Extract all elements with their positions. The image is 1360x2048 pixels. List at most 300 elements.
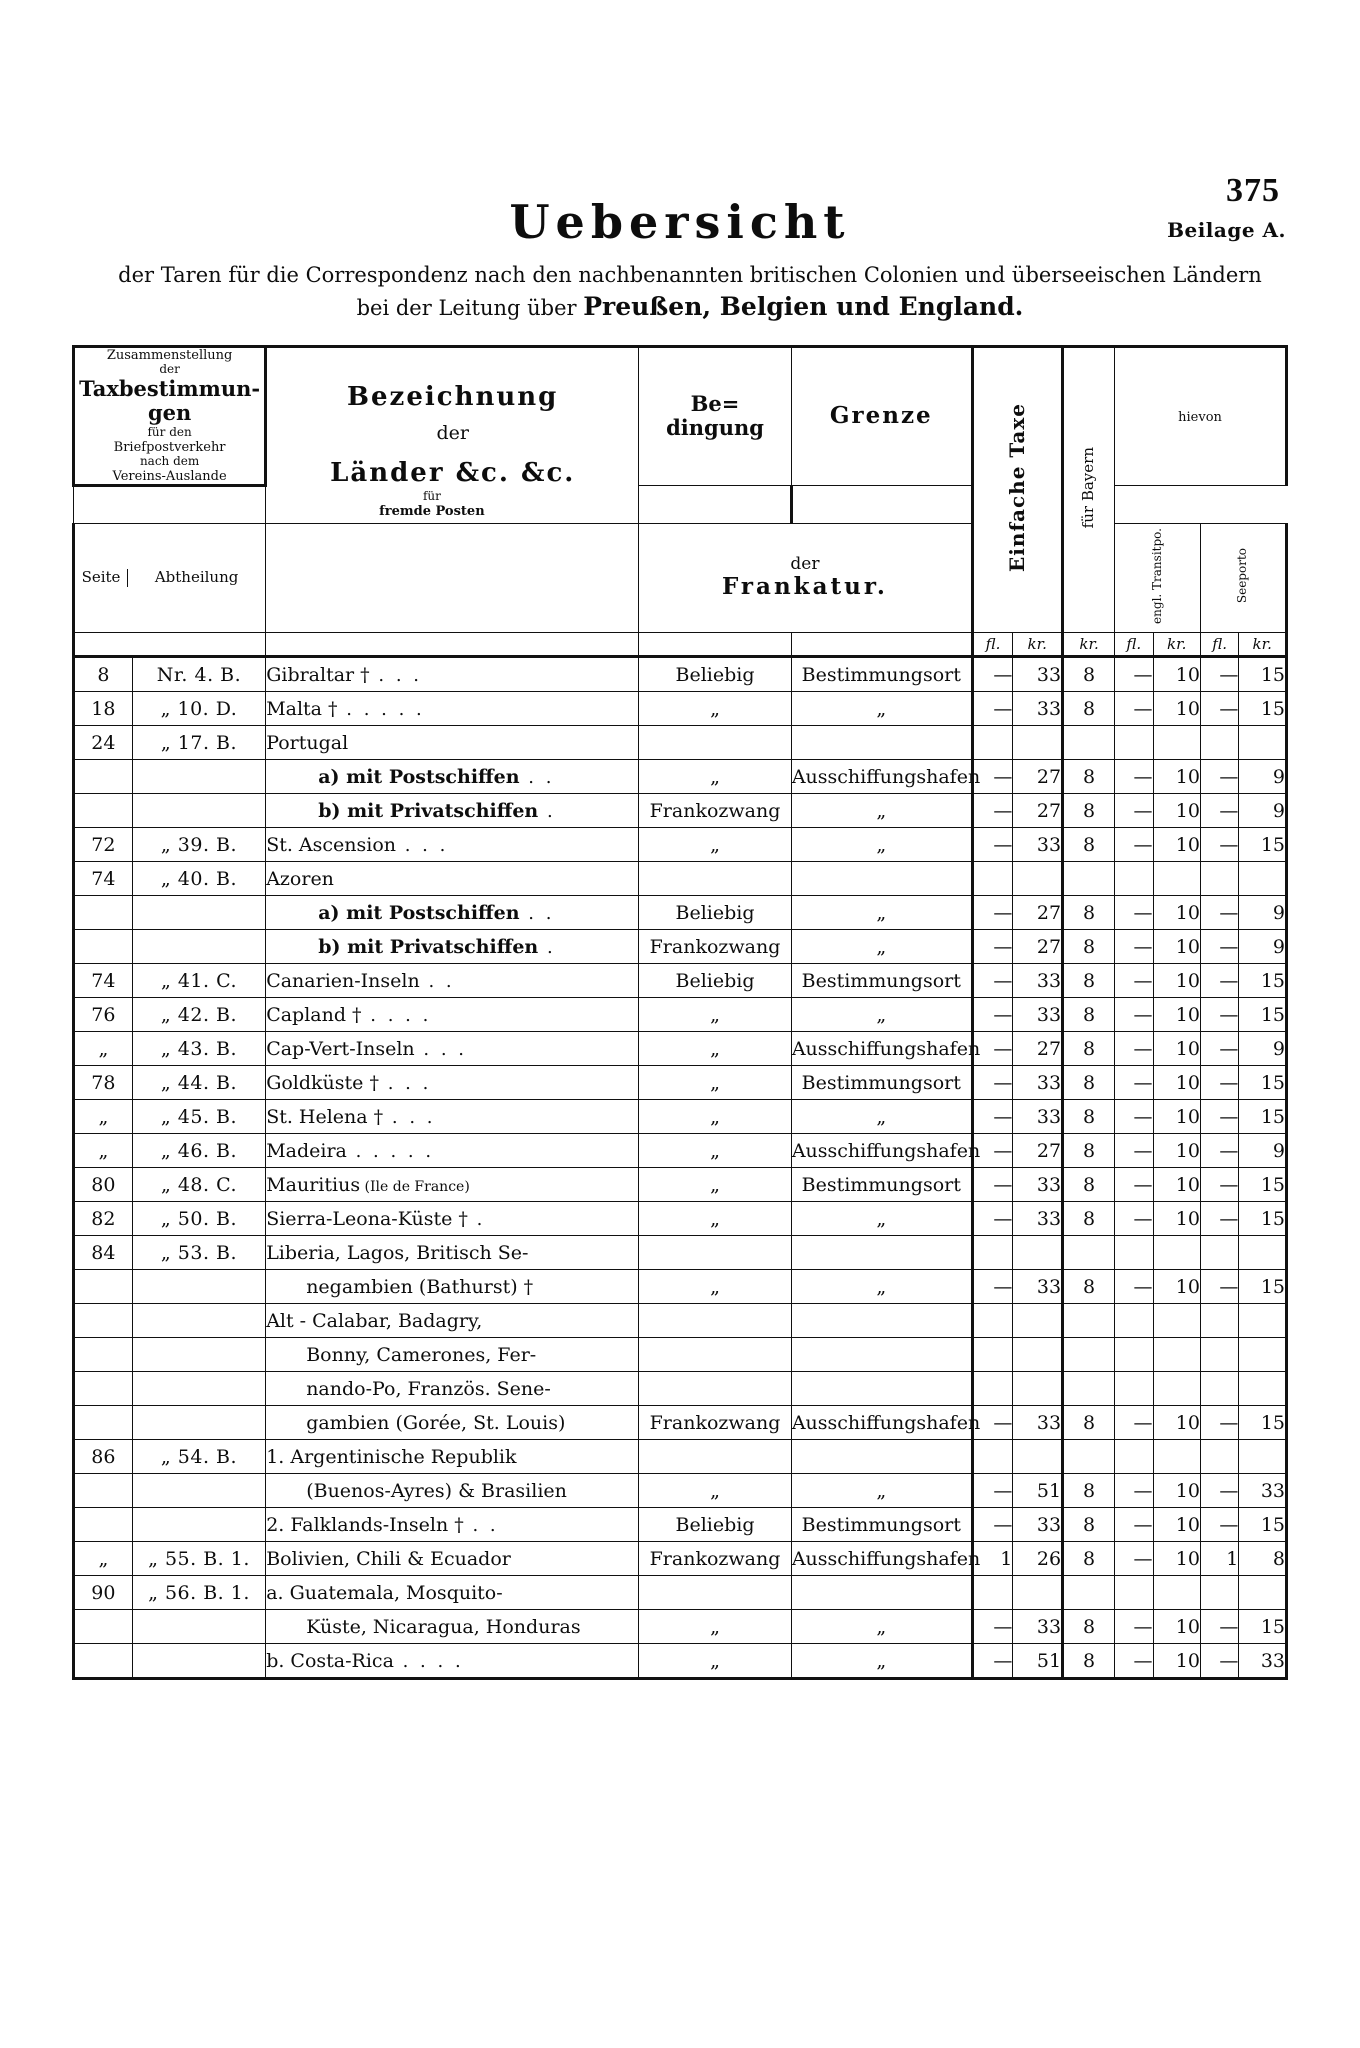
cell-seite: 18 <box>74 692 133 726</box>
cell-s_fl: — <box>1200 1066 1238 1100</box>
leader-dots: . . . <box>383 1106 436 1128</box>
cell-land <box>266 760 639 794</box>
cell-s_kr <box>1239 1236 1287 1270</box>
cell-land <box>266 794 639 828</box>
cell-e_kr <box>1153 1440 1200 1474</box>
cell-fl: — <box>972 1134 1013 1168</box>
cell-seite: 74 <box>74 862 133 896</box>
cell-e_fl: — <box>1115 1610 1153 1644</box>
unit-fl-engl: fl. <box>1115 633 1153 657</box>
cell-land <box>266 1304 639 1338</box>
cell-land <box>266 1644 639 1679</box>
cell-e_kr: 10 <box>1153 998 1200 1032</box>
cell-s_kr: 15 <box>1239 1270 1287 1304</box>
hdr-grenze: Grenze <box>829 402 933 429</box>
cell-land <box>266 1066 639 1100</box>
header-cell-foreign-posts <box>74 485 792 523</box>
hdr-fremde-1: für <box>422 489 441 504</box>
table-row <box>74 760 1287 794</box>
cell-grenze: „ <box>791 930 972 964</box>
cell-land <box>266 1168 639 1202</box>
cell-kr: 33 <box>1013 1100 1063 1134</box>
cell-e_fl <box>1115 1576 1153 1610</box>
cell-bedingung <box>639 1440 792 1474</box>
cell-s_fl: — <box>1200 1610 1238 1644</box>
cell-grenze: „ <box>791 1610 972 1644</box>
cell-kr: 33 <box>1013 1168 1063 1202</box>
cell-s_fl: — <box>1200 657 1238 692</box>
cell-bedingung <box>639 726 792 760</box>
cell-land <box>266 930 639 964</box>
cell-grenze <box>791 1338 972 1372</box>
land-label: (Buenos-Ayres) & Brasilien <box>306 1479 567 1502</box>
cell-fl: — <box>972 964 1013 998</box>
cell-kr <box>1013 1236 1063 1270</box>
cell-grenze: Bestimmungsort <box>791 1168 972 1202</box>
header-cell-seite: Seite <box>75 569 128 586</box>
land-label: negambien (Bathurst) † <box>306 1275 534 1298</box>
land-label: Bonny, Camerones, Fer- <box>306 1343 537 1366</box>
cell-kr: 26 <box>1013 1542 1063 1576</box>
cell-s_kr: 15 <box>1239 998 1287 1032</box>
cell-bedingung <box>639 1236 792 1270</box>
unit-kr-bayern: kr. <box>1063 633 1115 657</box>
cell-grenze <box>791 862 972 896</box>
cell-land <box>266 1134 639 1168</box>
cell-e_kr: 10 <box>1153 964 1200 998</box>
table-row <box>74 1270 1287 1304</box>
cell-bedingung: „ <box>639 1066 792 1100</box>
hdr-l3: Taxbestimmun- <box>79 375 261 401</box>
table-row <box>74 726 1287 760</box>
cell-kr: 27 <box>1013 896 1063 930</box>
cell-abtheilung: „ 50. B. <box>132 1202 265 1236</box>
cell-fl <box>972 1338 1013 1372</box>
cell-e_kr <box>1153 1372 1200 1406</box>
cell-kr: 27 <box>1013 1032 1063 1066</box>
table-row <box>74 1542 1287 1576</box>
table-row <box>74 692 1287 726</box>
land-label: Mauritius <box>266 1173 361 1196</box>
beilage-label: Beilage A. <box>1167 218 1286 242</box>
land-label: a. Guatemala, Mosquito- <box>266 1581 503 1604</box>
cell-s_kr: 15 <box>1239 828 1287 862</box>
cell-e_fl: — <box>1115 998 1153 1032</box>
table-row <box>74 1372 1287 1406</box>
cell-bedingung <box>639 1338 792 1372</box>
cell-land <box>266 1576 639 1610</box>
cell-s_kr: 9 <box>1239 1032 1287 1066</box>
cell-bedingung: „ <box>639 828 792 862</box>
cell-land <box>266 1474 639 1508</box>
page-number: 375 <box>1226 172 1280 209</box>
cell-s_fl <box>1200 1338 1238 1372</box>
hdr-l7: nach dem <box>139 453 200 468</box>
land-label: b) mit Privatschiffen <box>318 935 539 958</box>
cell-kr <box>1013 1440 1063 1474</box>
cell-s_fl: — <box>1200 1508 1238 1542</box>
cell-fl: — <box>972 1100 1013 1134</box>
cell-kr: 33 <box>1013 1066 1063 1100</box>
page-subtitle <box>60 262 1320 323</box>
cell-bedingung: „ <box>639 1168 792 1202</box>
table-row <box>74 1576 1287 1610</box>
cell-kr <box>1013 862 1063 896</box>
cell-land <box>266 1270 639 1304</box>
header-cell-frankatur-label <box>266 523 639 632</box>
cell-fl: — <box>972 1032 1013 1066</box>
cell-e_kr: 10 <box>1153 1474 1200 1508</box>
cell-seite <box>74 1474 133 1508</box>
cell-bedingung: „ <box>639 998 792 1032</box>
leader-dots: . . <box>519 766 555 788</box>
cell-s_fl: — <box>1200 998 1238 1032</box>
cell-land <box>266 692 639 726</box>
cell-abtheilung: „ 53. B. <box>132 1236 265 1270</box>
cell-grenze: Ausschiffungshafen <box>791 1032 972 1066</box>
cell-e_kr: 10 <box>1153 794 1200 828</box>
cell-seite: 90 <box>74 1576 133 1610</box>
cell-fl: — <box>972 1202 1013 1236</box>
cell-e_kr: 10 <box>1153 760 1200 794</box>
cell-land <box>266 896 639 930</box>
cell-bayern: 8 <box>1063 1270 1115 1304</box>
land-label: Bolivien, Chili & Ecuador <box>266 1547 511 1570</box>
cell-bedingung: Beliebig <box>639 1508 792 1542</box>
cell-land <box>266 1338 639 1372</box>
cell-s_fl: — <box>1200 794 1238 828</box>
hdr-l4: gen <box>147 400 192 426</box>
cell-s_fl: — <box>1200 1100 1238 1134</box>
cell-seite <box>74 1644 133 1679</box>
cell-s_kr <box>1239 1338 1287 1372</box>
cell-s_fl: — <box>1200 1134 1238 1168</box>
cell-bayern: 8 <box>1063 760 1115 794</box>
cell-e_kr: 10 <box>1153 1270 1200 1304</box>
cell-e_fl <box>1115 1372 1153 1406</box>
cell-seite <box>74 794 133 828</box>
table-body <box>74 657 1287 1679</box>
header-cell-abtheilung: Abtheilung <box>154 568 239 587</box>
land-label: a) mit Postschiffen <box>318 901 520 924</box>
table-row <box>74 1202 1287 1236</box>
hdr-l6: Briefpostverkehr <box>113 439 226 455</box>
subtitle-emphasis: Preußen, Belgien und England. <box>583 291 1024 321</box>
cell-seite <box>74 1338 133 1372</box>
land-label: nando-Po, Französ. Sene- <box>306 1377 551 1400</box>
header-cell-simple-tax <box>972 347 1062 633</box>
cell-e_kr <box>1153 1338 1200 1372</box>
cell-seite: 76 <box>74 998 133 1032</box>
table-header-row-1 <box>74 347 1287 486</box>
cell-land <box>266 998 639 1032</box>
cell-kr <box>1013 1304 1063 1338</box>
cell-bayern: 8 <box>1063 1542 1115 1576</box>
cell-bayern: 8 <box>1063 930 1115 964</box>
cell-fl: — <box>972 930 1013 964</box>
table-units-row <box>74 633 1287 657</box>
cell-kr <box>1013 1338 1063 1372</box>
land-label: Canarien-Inseln <box>266 969 420 992</box>
cell-s_fl: — <box>1200 1474 1238 1508</box>
cell-seite: „ <box>74 1542 133 1576</box>
cell-seite <box>74 1406 133 1440</box>
leader-dots: . . . . <box>393 1650 464 1672</box>
header-cell-bayern <box>1063 347 1115 633</box>
leader-dots: . . <box>463 1514 499 1536</box>
cell-s_kr: 9 <box>1239 1134 1287 1168</box>
leader-dots: . <box>538 936 556 958</box>
cell-kr: 33 <box>1013 1508 1063 1542</box>
land-label: St. Ascension <box>266 833 397 856</box>
cell-grenze: Ausschiffungshafen <box>791 760 972 794</box>
cell-land <box>266 1202 639 1236</box>
cell-grenze <box>791 1440 972 1474</box>
cell-bedingung: „ <box>639 1134 792 1168</box>
cell-abtheilung: Nr. 4. B. <box>132 657 265 692</box>
land-label: Azoren <box>266 867 334 890</box>
cell-kr: 33 <box>1013 1406 1063 1440</box>
cell-fl: — <box>972 1066 1013 1100</box>
cell-e_fl: — <box>1115 760 1153 794</box>
land-label: gambien (Gorée, St. Louis) <box>306 1411 566 1434</box>
cell-e_fl: — <box>1115 896 1153 930</box>
cell-fl: — <box>972 1270 1013 1304</box>
cell-grenze <box>791 1576 972 1610</box>
cell-e_fl: — <box>1115 1270 1153 1304</box>
header-cell-condition <box>639 347 792 486</box>
cell-seite <box>74 896 133 930</box>
cell-s_fl: — <box>1200 828 1238 862</box>
cell-e_fl: — <box>1115 657 1153 692</box>
land-label: Küste, Nicaragua, Honduras <box>306 1615 581 1638</box>
cell-s_fl: — <box>1200 1202 1238 1236</box>
header-cell-seeporto <box>1200 523 1286 632</box>
cell-land <box>266 1406 639 1440</box>
cell-kr: 33 <box>1013 998 1063 1032</box>
cell-abtheilung <box>132 1508 265 1542</box>
subtitle-line-2-prefix: bei der Leitung über <box>356 295 584 320</box>
cell-s_fl: — <box>1200 896 1238 930</box>
cell-fl: — <box>972 794 1013 828</box>
hdr-frankatur-1: der <box>790 553 820 574</box>
cell-fl: — <box>972 1474 1013 1508</box>
cell-abtheilung: „ 42. B. <box>132 998 265 1032</box>
hdr-hievon: hievon <box>1178 409 1222 425</box>
hdr-bezeichnung-3: Länder &c. &c. <box>330 458 576 489</box>
land-sublabel: (Ile de France) <box>360 1178 470 1195</box>
land-label: Goldküste † <box>266 1071 379 1094</box>
cell-e_kr: 10 <box>1153 1610 1200 1644</box>
cell-abtheilung: „ 56. B. 1. <box>132 1576 265 1610</box>
cell-bedingung: „ <box>639 1202 792 1236</box>
unit-cell-blank-3 <box>639 633 792 657</box>
cell-e_kr: 10 <box>1153 692 1200 726</box>
cell-e_fl: — <box>1115 1202 1153 1236</box>
cell-fl: — <box>972 760 1013 794</box>
cell-e_fl: — <box>1115 1542 1153 1576</box>
cell-e_fl <box>1115 1338 1153 1372</box>
cell-fl <box>972 1576 1013 1610</box>
cell-bayern: 8 <box>1063 964 1115 998</box>
cell-e_fl: — <box>1115 1066 1153 1100</box>
cell-kr: 51 <box>1013 1644 1063 1679</box>
cell-grenze: Bestimmungsort <box>791 1508 972 1542</box>
cell-e_kr <box>1153 1576 1200 1610</box>
cell-grenze <box>791 1236 972 1270</box>
cell-s_fl: — <box>1200 1644 1238 1679</box>
cell-e_fl <box>1115 862 1153 896</box>
table-row <box>74 1338 1287 1372</box>
tariff-table-wrapper <box>72 345 1288 1680</box>
cell-land <box>266 1372 639 1406</box>
cell-s_kr: 15 <box>1239 1610 1287 1644</box>
cell-abtheilung <box>132 1644 265 1679</box>
hdr-bedingung-2: dingung <box>666 415 764 441</box>
table-row <box>74 1134 1287 1168</box>
cell-abtheilung: „ 45. B. <box>132 1100 265 1134</box>
cell-e_fl: — <box>1115 1508 1153 1542</box>
cell-s_fl: — <box>1200 1406 1238 1440</box>
hdr-taxe: Einfache Taxe <box>1004 403 1029 573</box>
cell-bayern <box>1063 1576 1115 1610</box>
cell-land <box>266 1100 639 1134</box>
cell-e_fl: — <box>1115 828 1153 862</box>
cell-land <box>266 1440 639 1474</box>
cell-s_kr: 15 <box>1239 1168 1287 1202</box>
cell-kr: 33 <box>1013 1202 1063 1236</box>
cell-abtheilung <box>132 1372 265 1406</box>
header-cell-frankatur <box>639 523 972 632</box>
table-row <box>74 1066 1287 1100</box>
cell-grenze: „ <box>791 1202 972 1236</box>
leader-dots: . . . <box>414 1038 468 1060</box>
hdr-bedingung-1: Be= <box>690 390 740 416</box>
land-label: Portugal <box>266 731 349 754</box>
cell-e_kr: 10 <box>1153 1644 1200 1679</box>
hdr-l1: Zusammenstellung <box>106 348 233 363</box>
cell-land <box>266 1236 639 1270</box>
cell-fl: 1 <box>972 1542 1013 1576</box>
table-row <box>74 657 1287 692</box>
cell-seite <box>74 1270 133 1304</box>
cell-seite: „ <box>74 1032 133 1066</box>
cell-grenze: Bestimmungsort <box>791 1066 972 1100</box>
table-row <box>74 964 1287 998</box>
cell-land <box>266 964 639 998</box>
leader-dots: . . <box>519 902 555 924</box>
cell-fl: — <box>972 998 1013 1032</box>
hdr-seeporto: Seeporto <box>1235 548 1250 604</box>
cell-s_kr: 33 <box>1239 1644 1287 1679</box>
cell-kr: 51 <box>1013 1474 1063 1508</box>
cell-fl <box>972 1304 1013 1338</box>
leader-dots: . . . <box>378 1072 432 1094</box>
cell-kr: 33 <box>1013 692 1063 726</box>
cell-s_kr <box>1239 1440 1287 1474</box>
cell-s_fl: — <box>1200 930 1238 964</box>
cell-seite: „ <box>74 1100 133 1134</box>
cell-bedingung: „ <box>639 1100 792 1134</box>
cell-grenze: Bestimmungsort <box>791 657 972 692</box>
table-row <box>74 1508 1287 1542</box>
cell-abtheilung <box>132 1304 265 1338</box>
cell-bayern: 8 <box>1063 794 1115 828</box>
cell-bedingung: Frankozwang <box>639 930 792 964</box>
cell-kr: 27 <box>1013 1134 1063 1168</box>
cell-grenze: „ <box>791 1270 972 1304</box>
cell-fl: — <box>972 692 1013 726</box>
cell-abtheilung: „ 44. B. <box>132 1066 265 1100</box>
cell-e_fl: — <box>1115 1134 1153 1168</box>
table-row <box>74 1440 1287 1474</box>
cell-s_kr: 9 <box>1239 794 1287 828</box>
cell-grenze: „ <box>791 896 972 930</box>
cell-s_fl: 1 <box>1200 1542 1238 1576</box>
cell-s_kr: 15 <box>1239 1066 1287 1100</box>
cell-fl: — <box>972 1508 1013 1542</box>
unit-cell-blank-2 <box>266 633 639 657</box>
land-label: Cap-Vert-Inseln <box>266 1037 415 1060</box>
cell-grenze: Ausschiffungshafen <box>791 1134 972 1168</box>
hdr-engl-transit: engl. Transitpo. <box>1149 527 1164 624</box>
cell-s_kr: 9 <box>1239 760 1287 794</box>
cell-bedingung <box>639 1304 792 1338</box>
cell-abtheilung: „ 46. B. <box>132 1134 265 1168</box>
cell-abtheilung: „ 41. C. <box>132 964 265 998</box>
leader-dots: . . . . . <box>346 1140 435 1162</box>
leader-dots: . . <box>419 970 455 992</box>
unit-cell-blank-1 <box>74 633 266 657</box>
subtitle-line-2 <box>60 290 1320 323</box>
land-label: 2. Falklands-Inseln † <box>266 1513 464 1536</box>
cell-abtheilung: „ 48. C. <box>132 1168 265 1202</box>
cell-s_kr <box>1239 862 1287 896</box>
cell-bayern: 8 <box>1063 1406 1115 1440</box>
table-row <box>74 1100 1287 1134</box>
cell-bayern: 8 <box>1063 1508 1115 1542</box>
hdr-bayern: für Bayern <box>1079 447 1098 529</box>
cell-s_fl: — <box>1200 964 1238 998</box>
cell-s_fl <box>1200 1440 1238 1474</box>
leader-dots: . . . . . <box>337 698 425 720</box>
cell-land <box>266 828 639 862</box>
header-cell-subcols <box>74 523 266 632</box>
table-row <box>74 1610 1287 1644</box>
cell-s_kr: 15 <box>1239 1100 1287 1134</box>
cell-s_kr <box>1239 1372 1287 1406</box>
cell-s_kr: 15 <box>1239 1508 1287 1542</box>
cell-abtheilung <box>132 794 265 828</box>
unit-fl-see: fl. <box>1200 633 1238 657</box>
land-label: b) mit Privatschiffen <box>318 799 539 822</box>
cell-s_kr: 15 <box>1239 657 1287 692</box>
cell-bayern <box>1063 1236 1115 1270</box>
cell-seite: „ <box>74 1134 133 1168</box>
cell-seite <box>74 1508 133 1542</box>
cell-bayern: 8 <box>1063 657 1115 692</box>
cell-bedingung: „ <box>639 760 792 794</box>
cell-fl <box>972 1236 1013 1270</box>
cell-grenze: „ <box>791 1644 972 1679</box>
cell-kr: 33 <box>1013 657 1063 692</box>
cell-e_fl <box>1115 1304 1153 1338</box>
cell-fl <box>972 726 1013 760</box>
cell-grenze <box>791 1304 972 1338</box>
cell-grenze: „ <box>791 1100 972 1134</box>
cell-kr: 33 <box>1013 964 1063 998</box>
cell-s_kr: 15 <box>1239 964 1287 998</box>
